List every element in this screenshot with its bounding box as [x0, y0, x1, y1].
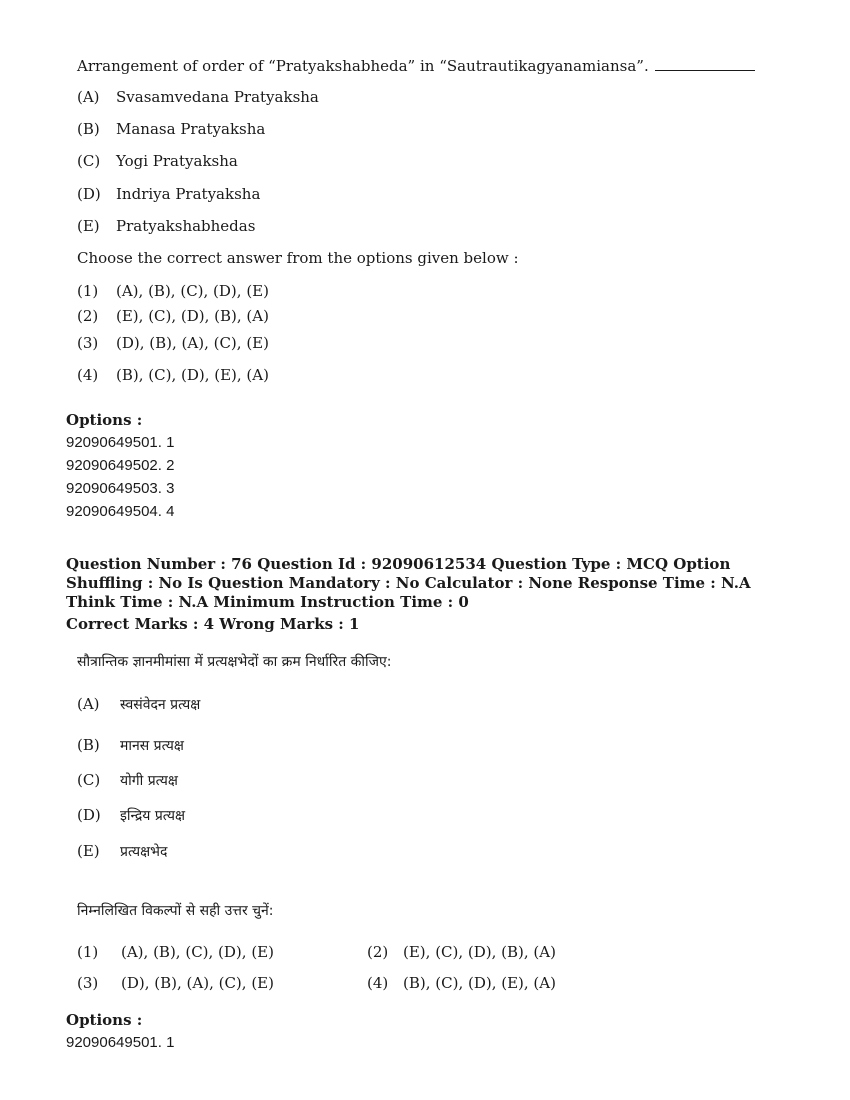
item-text-hindi: योगी प्रत्यक्ष	[120, 773, 178, 789]
item-label: (C)	[77, 771, 101, 789]
options-heading: Options :	[66, 1011, 143, 1029]
choose-instruction-hindi: निम्नलिखित विकल्पों से सही उत्तर चुनें:	[77, 903, 274, 919]
answer-number: (1)	[77, 282, 99, 300]
answer-number: (3)	[77, 334, 99, 352]
item-text-hindi: स्वसंवेदन प्रत्यक्ष	[120, 697, 201, 713]
item-label: (C)	[77, 152, 101, 170]
item-label: (B)	[77, 736, 100, 754]
option-id: 92090649504. 4	[66, 503, 175, 520]
item-label: (E)	[77, 842, 100, 860]
question-stem-hindi: सौत्रान्तिक ज्ञानमीमांसा में प्रत्यक्षभेदों का क्रम निर्धारित कीजिए:	[77, 654, 392, 670]
answer-text: (E), (C), (D), (B), (A)	[403, 943, 556, 961]
answer-text: (E), (C), (D), (B), (A)	[116, 307, 269, 325]
answer-blank	[655, 69, 755, 71]
item-text-hindi: इन्द्रिय प्रत्यक्ष	[120, 808, 186, 824]
question-meta: Question Number : 76 Question Id : 92090612534 Question Type : MCQ Option Shuffling : No Is Question Mandatory : No Calculator : None Response Time : N.A Think Time : N.A Minimum Instruction Time : 0	[66, 555, 751, 611]
item-text: Indriya Pratyaksha	[116, 185, 261, 203]
answer-text: (D), (B), (A), (C), (E)	[116, 334, 269, 352]
marks-line: Correct Marks : 4 Wrong Marks : 1	[66, 615, 360, 633]
answer-text: (A), (B), (C), (D), (E)	[116, 282, 269, 300]
choose-instruction: Choose the correct answer from the options given below :	[77, 249, 519, 267]
answer-text: (B), (C), (D), (E), (A)	[403, 974, 556, 992]
options-heading: Options :	[66, 411, 143, 429]
answer-number: (1)	[77, 943, 99, 961]
question-stem	[77, 57, 755, 75]
option-id: 92090649501. 1	[66, 434, 175, 451]
option-id: 92090649501. 1	[66, 1034, 175, 1051]
item-text-hindi: मानस प्रत्यक्ष	[120, 738, 184, 754]
option-id: 92090649502. 2	[66, 457, 175, 474]
option-id: 92090649503. 3	[66, 480, 175, 497]
answer-number: (4)	[367, 974, 389, 992]
answer-number: (2)	[367, 943, 389, 961]
answer-number: (2)	[77, 307, 99, 325]
item-label: (A)	[77, 88, 100, 106]
item-text: Yogi Pratyaksha	[116, 152, 238, 170]
item-text: Manasa Pratyaksha	[116, 120, 266, 138]
item-label: (D)	[77, 806, 101, 824]
answer-number: (4)	[77, 366, 99, 384]
answer-text: (D), (B), (A), (C), (E)	[121, 974, 274, 992]
item-text-hindi: प्रत्यक्षभेद	[120, 844, 168, 860]
answer-text: (B), (C), (D), (E), (A)	[116, 366, 269, 384]
answer-text: (A), (B), (C), (D), (E)	[121, 943, 274, 961]
item-label: (A)	[77, 695, 100, 713]
item-text: Svasamvedana Pratyaksha	[116, 88, 319, 106]
item-label: (B)	[77, 120, 100, 138]
item-label: (E)	[77, 217, 100, 235]
answer-number: (3)	[77, 974, 99, 992]
item-text: Pratyakshabhedas	[116, 217, 256, 235]
item-label: (D)	[77, 185, 101, 203]
question-stem-text: Arrangement of order of “Pratyakshabheda” in “Sautrautikagyanamiansa”.	[77, 57, 649, 75]
